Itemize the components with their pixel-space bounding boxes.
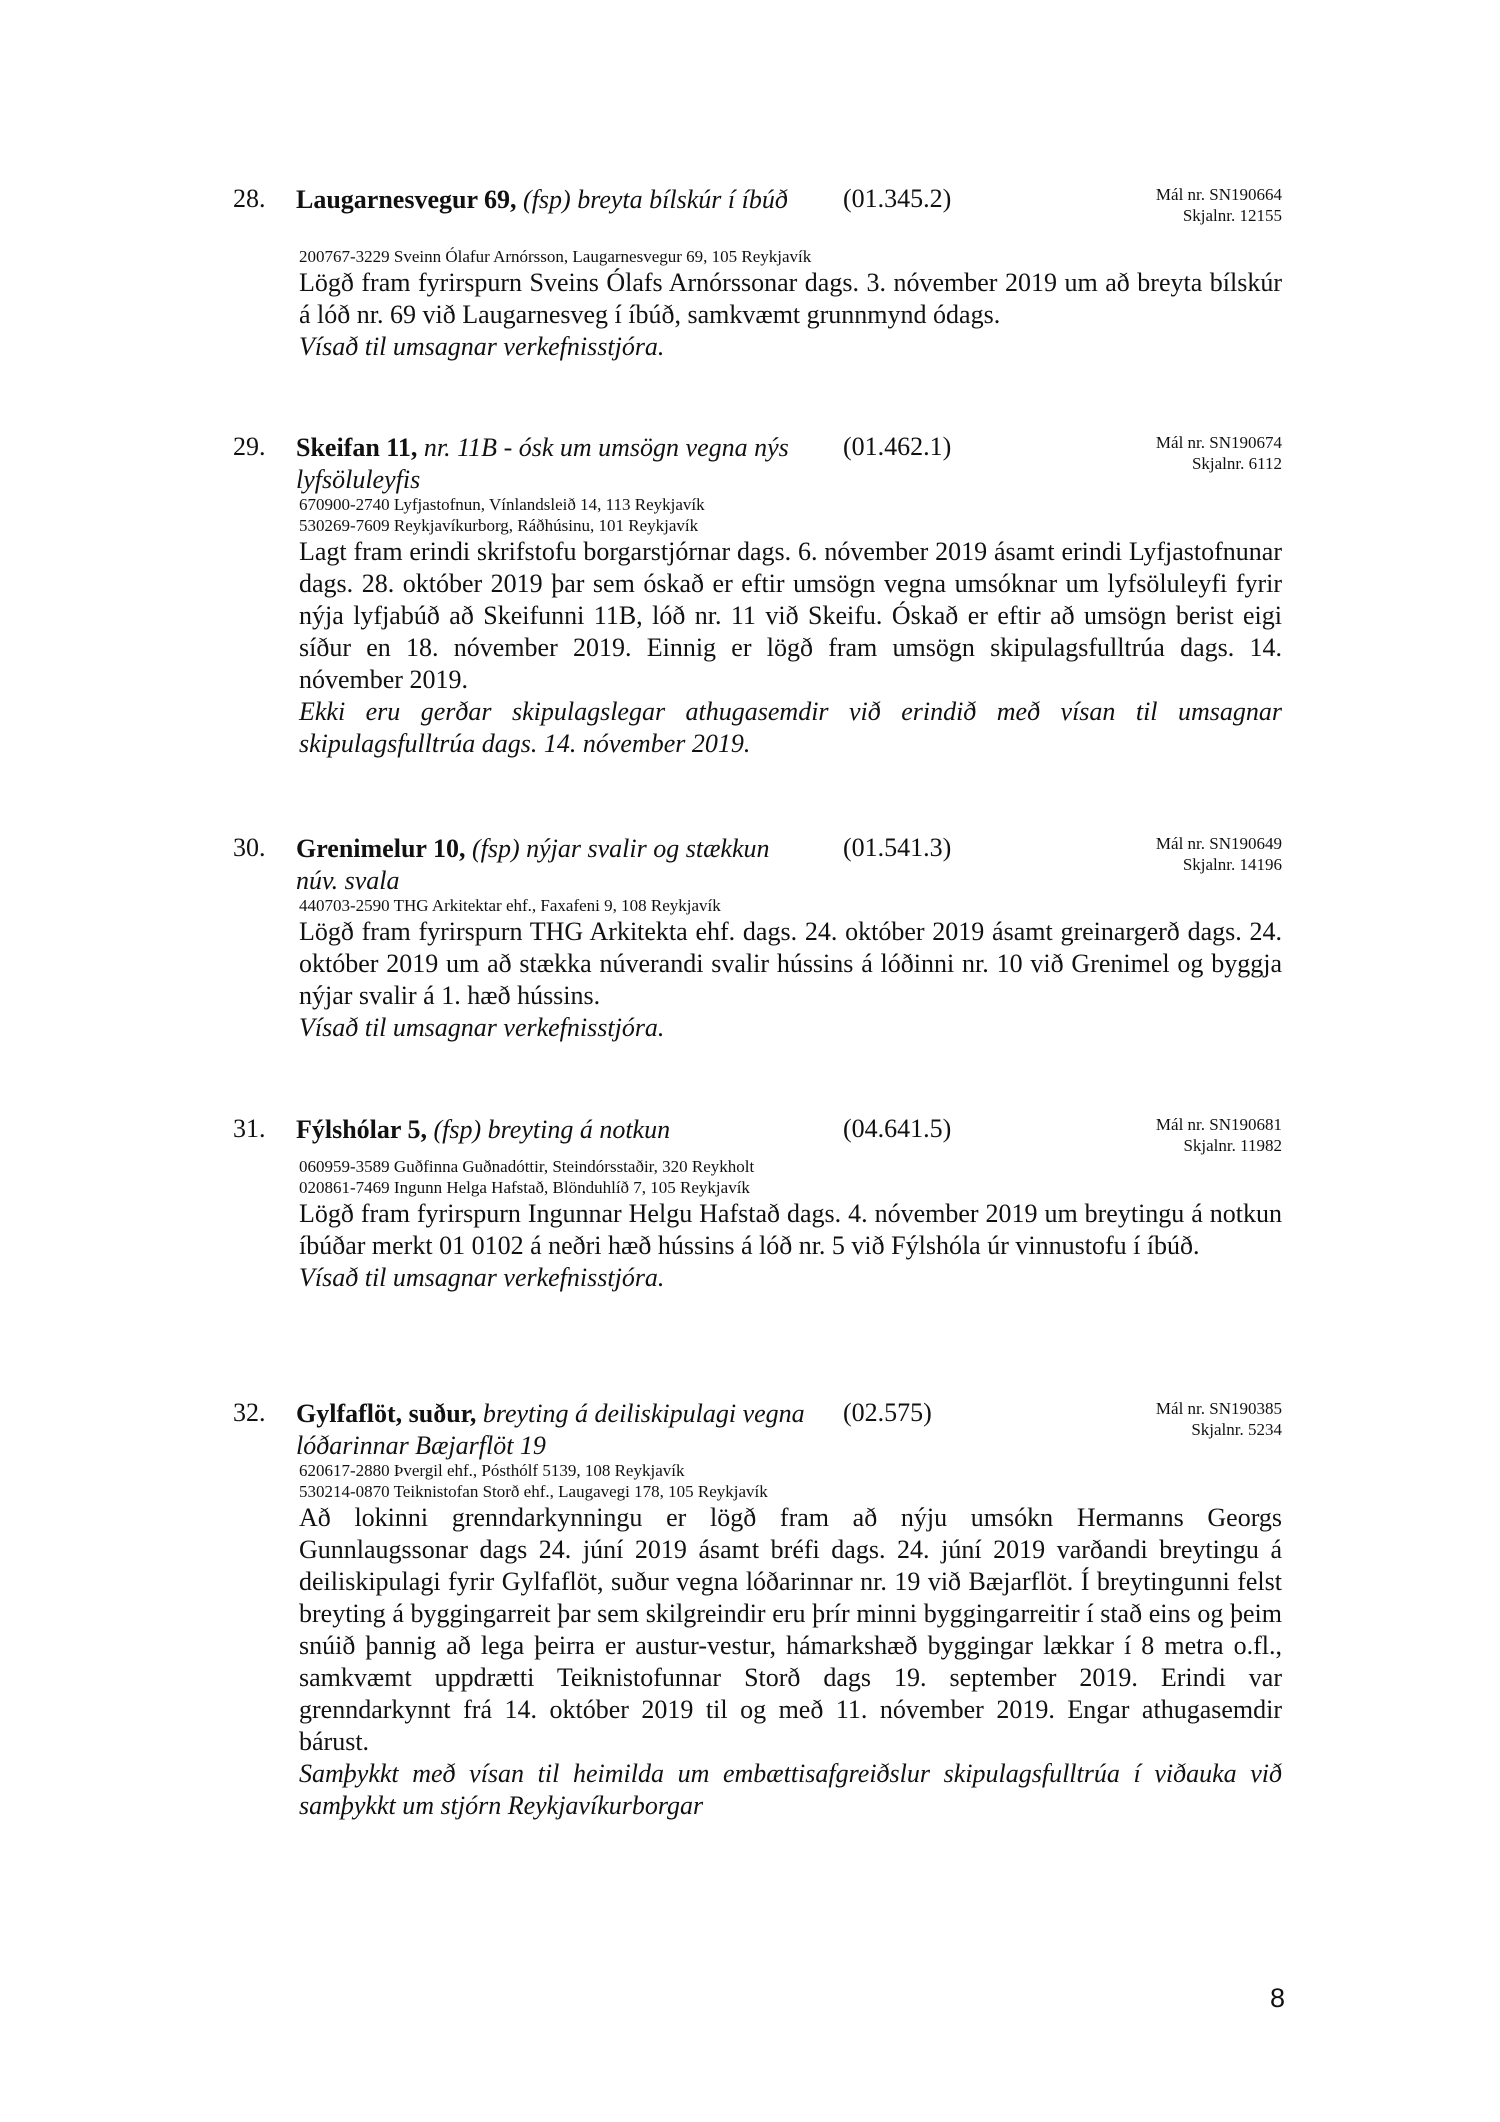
case-number: Mál nr. SN190649 [1155,834,1282,853]
item-code: (01.462.1) [843,432,952,461]
item-body [299,246,1282,363]
item-body [299,1460,1282,1822]
item-title [296,1398,816,1462]
item-text: Lögð fram fyrirspurn Ingunnar Helgu Hafstað dags. 4. nóvember 2019 um breytingu á notkun íbúðar merkt 01 0102 á neðri hæð hússins á lóð nr. 5 við Fýlshóla úr vinnustofu í íbúð. [299,1199,1282,1260]
party-line: 670900-2740 Lyfjastofnun, Vínlandsleið 14, 113 Reykjavík [299,495,705,514]
item-body [299,1156,1282,1294]
item-body [299,895,1282,1044]
item-text: Lögð fram fyrirspurn THG Arkitekta ehf. dags. 24. október 2019 ásamt greinargerð dags. 24. október 2019 um að stækka núverandi svalir hússins á lóðinni nr. 10 við Grenimel og byggja nýjar svalir á 1. hæð hússins. [299,917,1282,1010]
item-text: Að lokinni grenndarkynningu er lögð fram að nýju umsókn Hermanns Georgs Gunnlaugssonar dags 24. júní 2019 ásamt bréfi dags. 24. júní 2019 varðandi breytingu á deiliskipulagi fyrir Gylfaflöt, suður vegna lóðarinnar nr. 19 við Bæjarflöt. Í breytingunni felst breyting á byggingarreit þar sem skilgreindir eru þrír minni byggingarreitir í stað eins og þeim snúið þannig að lega þeirra er austur-vestur, hámarkshæð byggingar lækkar í 8 metra o.fl., samkvæmt uppdrætti Teiknistofunnar Storð dags 19. september 2019. Erindi var grenndarkynnt frá 14. október 2019 til og með 11. nóvember 2019. Engar athugasemdir bárust. [299,1503,1282,1756]
item-number: 30. [233,833,266,862]
party-line: 020861-7469 Ingunn Helga Hafstað, Blönduhlíð 7, 105 Reykjavík [299,1178,750,1197]
case-number: Mál nr. SN190664 [1155,185,1282,204]
item-title [296,1114,816,1146]
item-code: (02.575) [843,1398,932,1427]
item-number: 29. [233,432,266,461]
item-decision: Ekki eru gerðar skipulagslegar athugasemdir við erindið með vísan til umsagnar skipulagsfulltrúa dags. 14. nóvember 2019. [299,697,1282,758]
item-subject: (fsp) breyta bílskúr í íbúð [523,185,788,214]
case-ref [1156,184,1282,226]
document-number: Skjalnr. 5234 [1191,1420,1282,1439]
party-line: 620617-2880 Þvergil ehf., Pósthólf 5139, 108 Reykjavík [299,1461,685,1480]
item-text: Lagt fram erindi skrifstofu borgarstjórnar dags. 6. nóvember 2019 ásamt erindi Lyfjastofnunar dags. 28. október 2019 þar sem óskað er eftir umsögn vegna umsóknar um lyfsöluleyfi fyrir nýja lyfjabúð að Skeifunni 11B, lóð nr. 11 við Skeifu. Óskað er eftir að umsögn berist eigi síður en 18. nóvember 2019. Einnig er lögð fram umsögn skipulagsfulltrúa dags. 14. nóvember 2019. [299,537,1282,694]
document-number: Skjalnr. 6112 [1191,454,1282,473]
item-subject: (fsp) breyting á notkun [433,1115,671,1144]
item-number: 31. [233,1114,266,1143]
case-ref [1156,833,1282,875]
item-street: Grenimelur 10, [296,834,466,863]
case-number: Mál nr. SN190385 [1155,1399,1282,1418]
item-title [296,432,816,496]
document-number: Skjalnr. 11982 [1183,1136,1282,1155]
item-code: (01.345.2) [843,184,952,213]
item-decision: Vísað til umsagnar verkefnisstjóra. [299,1263,665,1292]
case-ref [1156,1114,1282,1156]
case-ref [1156,1398,1282,1440]
item-street: Skeifan 11, [296,433,418,462]
item-code: (04.641.5) [843,1114,952,1143]
item-subject: breyting á deiliskipulagi vegna lóðarinnar Bæjarflöt 19 [296,1399,805,1460]
party-line: 200767-3229 Sveinn Ólafur Arnórsson, Laugarnesvegur 69, 105 Reykjavík [299,247,812,266]
item-street: Laugarnesvegur 69, [296,185,517,214]
item-title [296,833,816,897]
document-number: Skjalnr. 14196 [1182,855,1282,874]
item-decision: Samþykkt með vísan til heimilda um embættisafgreiðslur skipulagsfulltrúa í viðauka við samþykkt um stjórn Reykjavíkurborgar [299,1759,1282,1820]
item-text: Lögð fram fyrirspurn Sveins Ólafs Arnórssonar dags. 3. nóvember 2019 um að breyta bílskúr á lóð nr. 69 við Laugarnesveg í íbúð, samkvæmt grunnmynd ódags. [299,268,1282,329]
item-street: Gylfaflöt, suður, [296,1399,477,1428]
party-line: 530269-7609 Reykjavíkurborg, Ráðhúsinu, 101 Reykjavík [299,516,699,535]
item-number: 32. [233,1398,266,1427]
case-ref [1156,432,1282,474]
page-number: 8 [1269,1983,1285,2013]
party-line: 060959-3589 Guðfinna Guðnadóttir, Steindórsstaðir, 320 Reykholt [299,1157,755,1176]
case-number: Mál nr. SN190681 [1155,1115,1282,1134]
item-decision: Vísað til umsagnar verkefnisstjóra. [299,1013,665,1042]
item-decision: Vísað til umsagnar verkefnisstjóra. [299,332,665,361]
party-line: 440703-2590 THG Arkitektar ehf., Faxafeni 9, 108 Reykjavík [299,896,721,915]
item-code: (01.541.3) [843,833,952,862]
item-body [299,494,1282,760]
item-title [296,184,816,216]
item-subject: (fsp) nýjar svalir og stækkun núv. svala [296,834,770,895]
case-number: Mál nr. SN190674 [1155,433,1282,452]
item-number: 28. [233,184,266,213]
party-line: 530214-0870 Teiknistofan Storð ehf., Laugavegi 178, 105 Reykjavík [299,1482,768,1501]
document-number: Skjalnr. 12155 [1182,206,1282,225]
item-subject: nr. 11B - ósk um umsögn vegna nýs lyfsöluleyfis [296,433,789,494]
item-street: Fýlshólar 5, [296,1115,427,1144]
